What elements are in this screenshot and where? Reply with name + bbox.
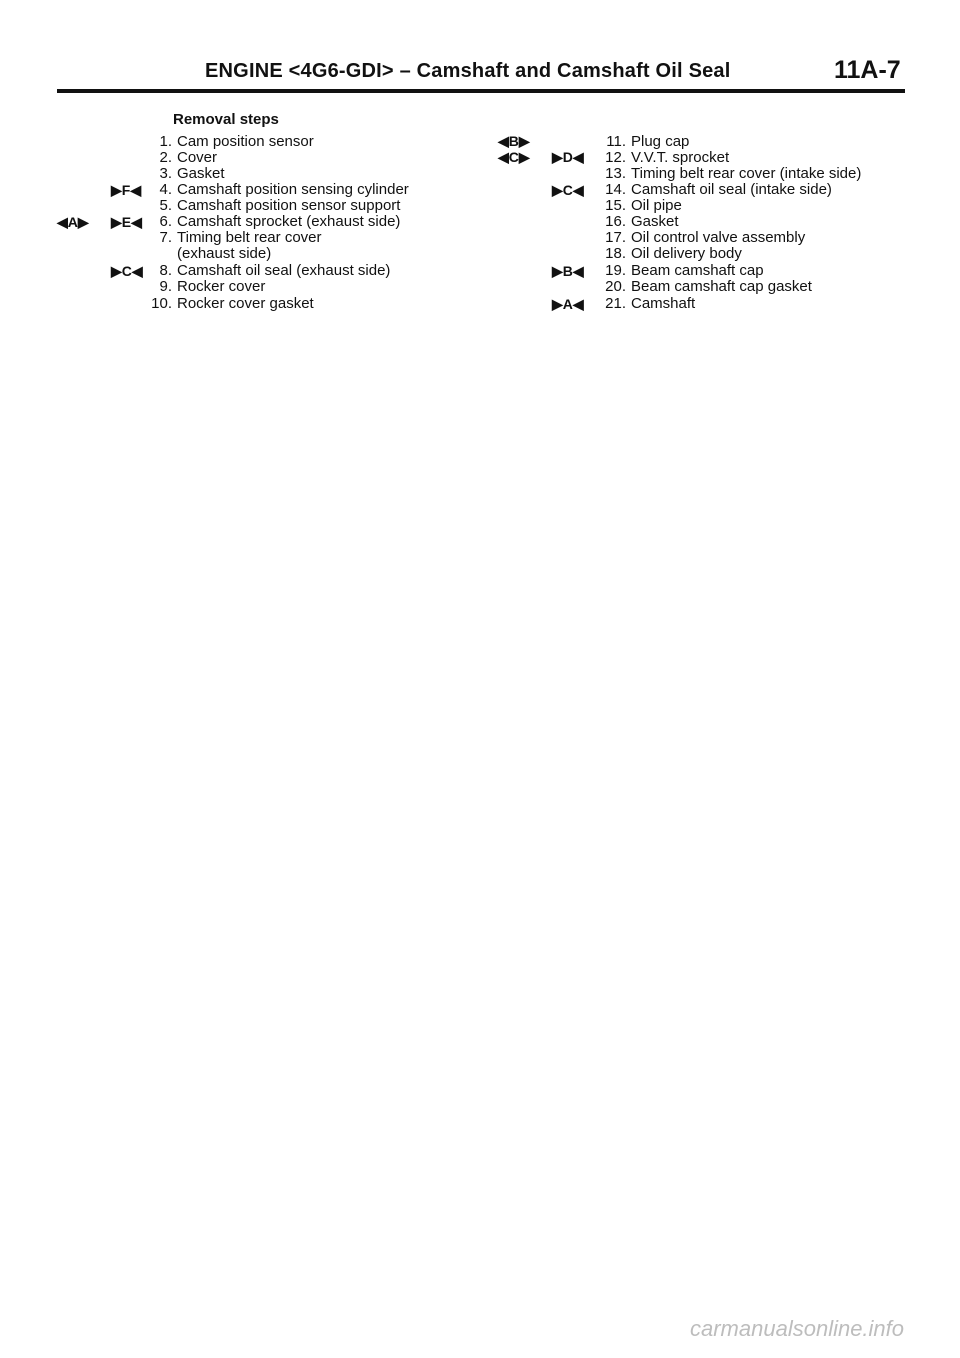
step-item: 12. V.V.T. sprocket — [605, 149, 730, 166]
header-divider — [57, 89, 905, 93]
removal-mark-b: ◀B▶ — [498, 133, 530, 149]
removal-mark-a: ◀A▶ — [57, 214, 89, 230]
install-mark-d: ▶D◀ — [552, 149, 584, 165]
step-item: 14. Camshaft oil seal (intake side) — [605, 181, 832, 198]
step-item: 1. Cam position sensor — [159, 133, 314, 150]
step-item: 4. Camshaft position sensing cylinder — [159, 181, 409, 198]
install-mark-f: ▶F◀ — [111, 182, 142, 198]
install-mark-a: ▶A◀ — [552, 296, 584, 312]
step-item: 19. Beam camshaft cap — [605, 262, 764, 279]
step-item: 7. Timing belt rear cover — [159, 229, 322, 246]
step-item: 16. Gasket — [605, 213, 679, 230]
step-item-continued: (exhaust side) — [177, 245, 272, 262]
step-item: 21. Camshaft — [605, 295, 696, 312]
section-title: Removal steps — [173, 111, 279, 128]
step-item: 13. Timing belt rear cover (intake side) — [605, 165, 862, 182]
install-mark-b: ▶B◀ — [552, 263, 584, 279]
install-mark-e: ▶E◀ — [111, 214, 142, 230]
step-item: 8. Camshaft oil seal (exhaust side) — [159, 262, 391, 279]
step-item: 18. Oil delivery body — [605, 245, 742, 262]
step-item: 11. Plug cap — [606, 133, 690, 150]
step-item: 3. Gasket — [159, 165, 225, 182]
header-title: ENGINE <4G6-GDI> – Camshaft and Camshaft Oil Seal — [205, 60, 731, 82]
step-item: 2. Cover — [159, 149, 218, 166]
step-item: 6. Camshaft sprocket (exhaust side) — [159, 213, 401, 230]
step-item: 5. Camshaft position sensor support — [159, 197, 401, 214]
footer-watermark: carmanualsonline.info — [690, 1316, 905, 1341]
step-item: 20. Beam camshaft cap gasket — [605, 278, 812, 295]
install-mark-c-right: ▶C◀ — [552, 182, 584, 198]
removal-mark-c: ◀C▶ — [498, 149, 530, 165]
page-number: 11A-7 — [834, 56, 901, 84]
step-item: 17. Oil control valve assembly — [605, 229, 806, 246]
step-item: 15. Oil pipe — [605, 197, 682, 214]
step-item: 9. Rocker cover — [159, 278, 266, 295]
install-mark-c-left: ▶C◀ — [111, 263, 143, 279]
step-item: 10. Rocker cover gasket — [151, 295, 314, 312]
